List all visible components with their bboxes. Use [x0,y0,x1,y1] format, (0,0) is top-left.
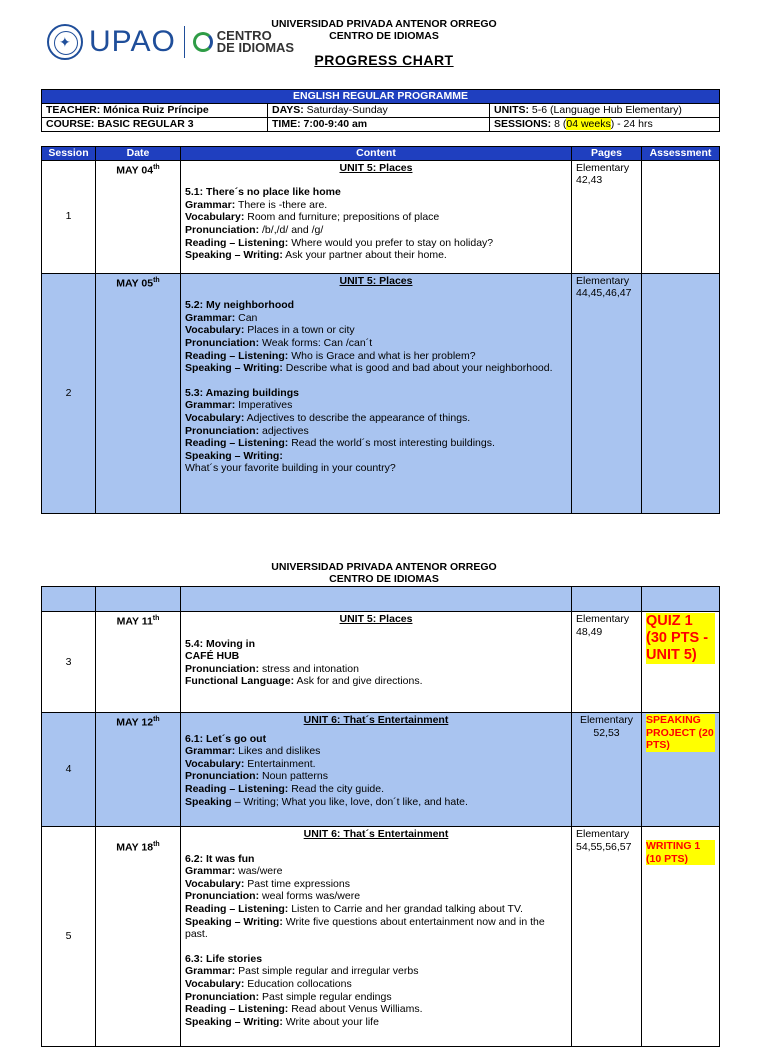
teacher-cell: TEACHER: Mónica Ruiz Príncipe [42,104,268,118]
course-info-table [41,89,720,132]
session-date: MAY 04th [96,160,181,273]
session-pages: Elementary 54,55,56,57 [572,827,642,1047]
session-pages: Elementary 42,43 [572,160,642,273]
col-date: Date [96,147,181,161]
col-session: Session [42,147,96,161]
table-row [42,612,720,713]
writing-badge: WRITING 1 (10 PTS) [646,840,715,865]
table-row [42,160,720,273]
weeks-highlight: 04 weeks [566,118,611,130]
center-name: CENTRO DE IDIOMAS [329,30,439,42]
session-pages: Elementary 44,45,46,47 [572,273,642,513]
speaking-project-badge: SPEAKING PROJECT (20 PTS) [646,714,714,752]
col-content: Content [181,147,572,161]
session-content: UNIT 5: Places 5.1: There´s no place like home Grammar: There is -there are. Vocabulary: Room and furniture; prepositions of place Pronunciation: /b/,/d/ and /g/ Reading – Listening: Where would you prefer to stay on holiday? Speaking – Writing: Ask your partner about their home. [181,160,572,273]
session-content: UNIT 6: That´s Entertainment 6.1: Let´s go out Grammar: Likes and dislikes Vocabulary: Entertainment. Pronunciation: Noun patterns Reading – Listening: Read the city guide. Speaking – Writing; What you like, love, don´t like, and hate. [181,713,572,827]
session-assessment [642,273,720,513]
logo-subtext: CENTRO DE IDIOMAS [216,28,295,55]
center-name-2: CENTRO DE IDIOMAS [329,573,439,585]
table-row [42,273,720,513]
session-date: MAY 18th [96,827,181,1047]
session-assessment [642,713,720,827]
page-title: PROGRESS CHART [314,52,454,68]
session-number: 2 [42,273,96,513]
session-date: MAY 11th [96,612,181,713]
session-date: MAY 12th [96,713,181,827]
time-cell: TIME: 7:00-9:40 am [268,118,490,132]
sessions-table-1 [41,146,720,514]
days-cell: DAYS: Saturday-Sunday [268,104,490,118]
session-content: UNIT 5: Places 5.2: My neighborhood Grammar: Can Vocabulary: Places in a town or city Pronunciation: Weak forms: Can /can´t Reading – Listening: Who is Grace and what is her problem? Speaking – Writing: Describe what is good and bad about your neighborhood. 5.3: Amazing buildings Grammar: Imperatives Vocabulary: Adjectives to describe the appearance of things. Pronunciation: adjectives Reading – Listening: Read the world´s most interesting buildings. Speaking – Writing: What´s your favorite building in your country? [181,273,572,513]
session-assessment [642,160,720,273]
session-date: MAY 05th [96,273,181,513]
programme-banner: ENGLISH REGULAR PROGRAMME [42,90,720,104]
sessions-cell: SESSIONS: 8 (04 weeks) - 24 hrs [490,118,720,132]
col-pages: Pages [572,147,642,161]
table-row [42,827,720,1047]
university-name: UNIVERSIDAD PRIVADA ANTENOR ORREGO [271,18,497,30]
session-assessment [642,827,720,1047]
course-cell: COURSE: BASIC REGULAR 3 [42,118,268,132]
session-number: 1 [42,160,96,273]
units-cell: UNITS: 5-6 (Language Hub Elementary) [490,104,720,118]
session-assessment [642,612,720,713]
table-row [42,713,720,827]
session-number: 3 [42,612,96,713]
session-content: UNIT 5: Places 5.4: Moving in CAFÉ HUB Pronunciation: stress and intonation Functional Language: Ask for and give directions. [181,612,572,713]
session-pages: Elementary 52,53 [572,713,642,827]
quiz-badge: QUIZ 1 (30 PTS - UNIT 5) [646,613,715,664]
university-name-2: UNIVERSIDAD PRIVADA ANTENOR ORREGO [271,561,497,573]
col-assessment: Assessment [642,147,720,161]
sessions-table-2 [41,586,720,1047]
logo-text: UPAO [89,25,176,58]
session-content: UNIT 6: That´s Entertainment 6.2: It was fun Grammar: was/were Vocabulary: Past time expressions Pronunciation: weal forms was/were Reading – Listening: Listen to Carrie and her grandad talking about TV. Speaking – Writing: Write five questions about entertainment now and in the past. 6.3: Life stories Grammar: Past simple regular and irregular verbs Vocabulary: Education collocations Pronunciation: Past simple regular endings Reading – Listening: Read about Venus Williams. Speaking – Writing: Write about your life [181,827,572,1047]
session-number: 5 [42,827,96,1047]
session-pages: Elementary 48,49 [572,612,642,713]
session-number: 4 [42,713,96,827]
